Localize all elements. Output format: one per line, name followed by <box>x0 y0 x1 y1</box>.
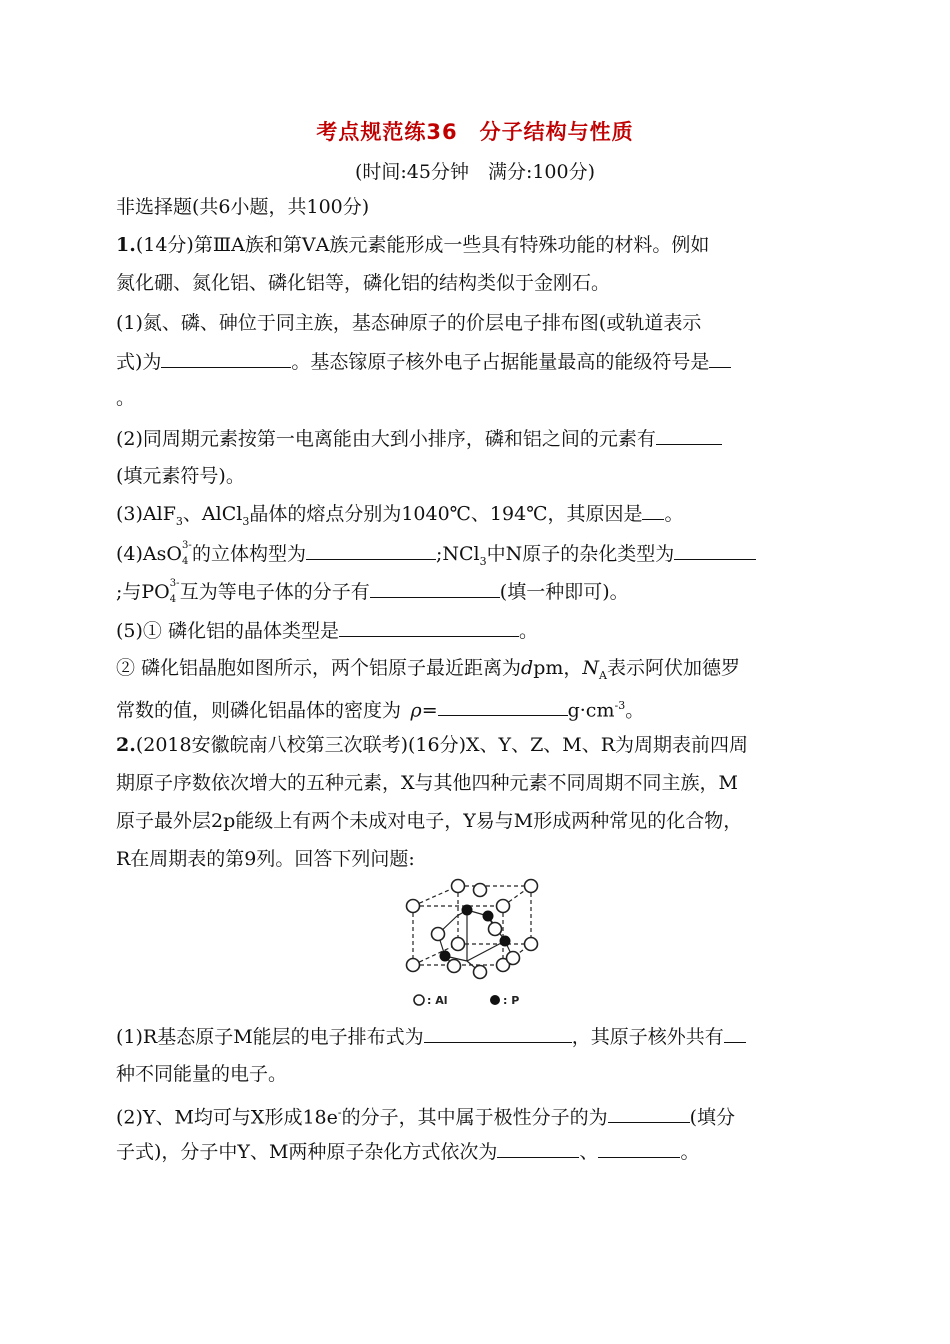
crystal-cell-diagram <box>405 876 553 1010</box>
p-atom <box>500 936 510 946</box>
crystal-cell-figure <box>405 876 553 1010</box>
q1-part1-line-3: 。 <box>116 387 136 409</box>
q2-part2-line-1: (2)Y、M均可与X形成18e-的分子，其中属于极性分子的为 (填分 <box>116 1106 736 1129</box>
answer-blank[interactable] <box>161 349 291 368</box>
q2-line-2: 期原子序数依次增大的五种元素，X与其他四种元素不同周期不同主族，M <box>116 772 738 794</box>
al-atom <box>525 880 538 893</box>
q2-number: 2. <box>116 734 136 756</box>
al-atom <box>489 923 502 936</box>
al-atom <box>448 960 461 973</box>
q2-line-3: 原子最外层2p能级上有两个未成对电子，Y易与M形成两种常见的化合物， <box>116 810 743 832</box>
q1-part5-line-2: ② 磷化铝晶胞如图所示，两个铝原子最近距离为dpm，$N_A$表示阿伏加德罗 <box>116 657 740 682</box>
answer-blank[interactable] <box>339 618 519 637</box>
q1-part1-line-2: 式)为 。基态镓原子核外电子占据能量最高的能级符号是 <box>116 349 731 374</box>
al-atom <box>432 928 445 941</box>
al-atom <box>507 952 520 965</box>
p-atom <box>440 951 450 961</box>
p-atom <box>483 911 493 921</box>
q2-line-4: R在周期表的第9列。回答下列问题: <box>116 848 415 870</box>
al-atom <box>407 900 420 913</box>
q1-line-2: 氮化硼、氮化铝、磷化铝等，磷化铝的结构类似于金刚石。 <box>116 272 611 294</box>
al-atom <box>474 884 487 897</box>
q1-part3: (3)AlF$_3$、AlCl$_3$晶体的熔点分别为1040℃、194℃，其原因是 。 <box>116 503 684 528</box>
al-atom <box>497 900 510 913</box>
q1-part5-line-1: (5)① 磷化铝的晶体类型是 。 <box>116 620 538 642</box>
answer-blank[interactable] <box>424 1024 572 1043</box>
q2-part1-line-2: 种不同能量的电子。 <box>116 1063 288 1085</box>
q1-part5-line-3: 常数的值，则磷化铝晶体的密度为 $\rho= g\cdot cm^{-3}$。 <box>116 699 645 722</box>
answer-blank[interactable] <box>656 426 722 445</box>
answer-blank[interactable] <box>608 1104 690 1123</box>
q1-number: 1. <box>116 234 136 256</box>
answer-blank[interactable] <box>642 501 664 520</box>
answer-blank[interactable] <box>497 1139 579 1158</box>
al-atom <box>407 959 420 972</box>
legend-al-marker <box>414 995 424 1005</box>
p-atom <box>462 905 472 915</box>
q1-part2-line-1: (2)同周期元素按第一电离能由大到小排序，磷和铝之间的元素有 <box>116 426 722 451</box>
q1-part2-line-2: (填元素符号)。 <box>116 465 245 487</box>
q2-part1-line-1: (1)R基态原子M能层的电子排布式为 ，其原子核外共有 <box>116 1024 746 1049</box>
q2-line-1: 2.(2018安徽皖南八校第三次联考)(16分)X、Y、Z、M、R为周期表前四周 <box>116 734 749 756</box>
al-atom <box>452 880 465 893</box>
al-atom <box>474 966 487 979</box>
al-atom <box>525 938 538 951</box>
page-title: 考点规范练36 分子结构与性质 <box>316 120 634 144</box>
legend-p-label: : P <box>503 994 520 1007</box>
page-subtitle: (时间:45分钟 满分:100分) <box>354 161 596 183</box>
answer-blank[interactable] <box>674 541 756 560</box>
answer-blank[interactable] <box>598 1139 680 1158</box>
q1-part4-line-2: ;与PO 3- 4 互为等电子体的分子有 (填一种即可)。 <box>116 578 629 605</box>
q1-line-1: 1.(14分)第ⅢA族和第ⅤA族元素能形成一些具有特殊功能的材料。例如 <box>116 234 710 256</box>
answer-blank[interactable] <box>724 1024 746 1043</box>
legend-al-label: : Al <box>427 994 448 1007</box>
q1-part1-line-1: (1)氮、磷、砷位于同主族，基态砷原子的价层电子排布图(或轨道表示 <box>116 312 702 334</box>
answer-blank[interactable] <box>709 349 731 368</box>
q1-part4-line-1: (4)AsO 3- 4 的立体构型为 ;NCl$_3$中N原子的杂化类型为 <box>116 540 756 574</box>
section-heading: 非选择题(共6小题，共100分) <box>116 196 370 218</box>
al-atom <box>452 938 465 951</box>
answer-blank[interactable] <box>438 697 568 716</box>
answer-blank[interactable] <box>306 541 436 560</box>
legend-p-marker <box>490 995 500 1005</box>
q2-part2-line-2: 子式)，分子中Y、M两种原子杂化方式依次为 、 。 <box>116 1141 700 1163</box>
answer-blank[interactable] <box>370 579 500 598</box>
